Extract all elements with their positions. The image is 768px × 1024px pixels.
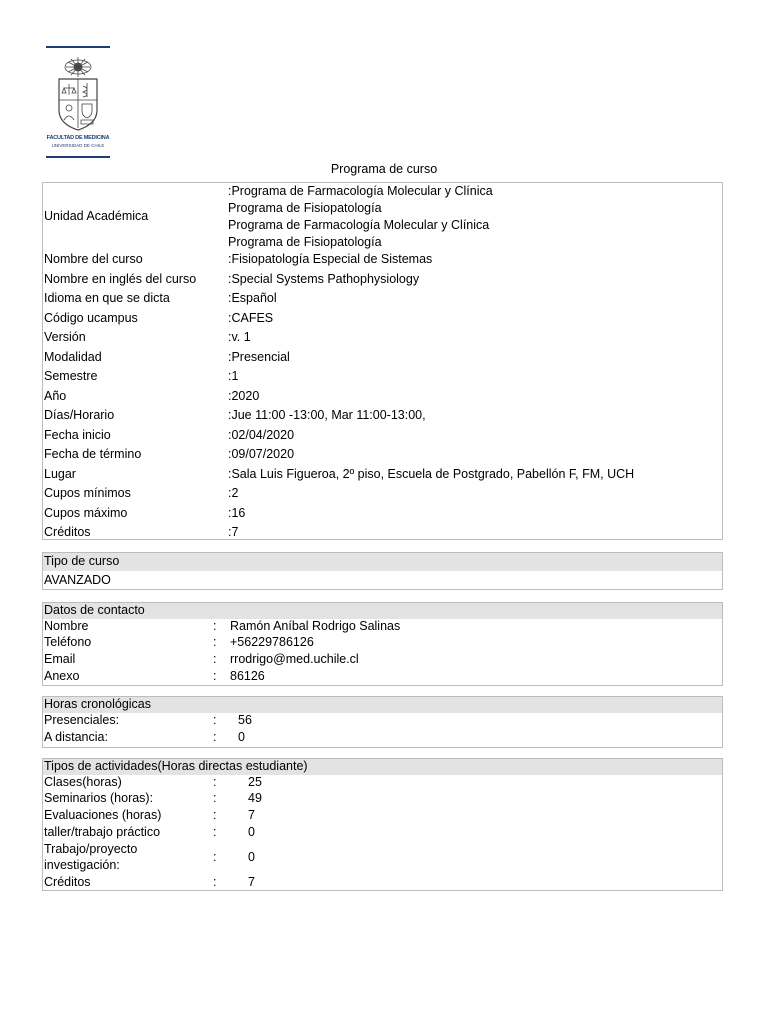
row-value: rrodrigo@med.uchile.cl — [230, 652, 359, 666]
row-value: :1 — [228, 369, 239, 383]
row-value: :Fisiopatología Especial de Sistemas — [228, 252, 433, 266]
row-colon: : — [213, 713, 217, 727]
row-value: +56229786126 — [230, 635, 314, 649]
row-value: :Español — [228, 291, 277, 305]
row-value: 0 — [248, 825, 255, 839]
row-label: Año — [44, 389, 67, 403]
row-colon: : — [213, 850, 217, 864]
row-value: 49 — [248, 791, 262, 805]
row-value: :CAFES — [228, 311, 274, 325]
row-label: Email — [44, 652, 76, 666]
course-info-table — [42, 182, 723, 540]
row-value: 25 — [248, 775, 262, 789]
row-colon: : — [213, 808, 217, 822]
section-header-label: Datos de contacto — [44, 603, 145, 617]
hours-section — [42, 696, 723, 748]
faculty-logo — [44, 44, 112, 160]
row-value: :2020 — [228, 389, 260, 403]
row-colon: : — [213, 791, 217, 805]
row-colon: : — [213, 730, 217, 744]
row-value: :7 — [228, 525, 239, 539]
row-value: :Presencial — [228, 350, 290, 364]
section-header-label: Tipo de curso — [44, 554, 120, 568]
row-colon: : — [213, 652, 217, 666]
row-colon: : — [213, 669, 217, 683]
section-header — [43, 697, 722, 713]
document-title: Programa de curso — [330, 162, 438, 176]
row-value: :Sala Luis Figueroa, 2º piso, Escuela de Postgrado, Pabellón F, FM, UCH — [228, 467, 635, 481]
row-label: Fecha inicio — [44, 428, 111, 442]
row-value: :09/07/2020 — [228, 447, 295, 461]
row-label: Nombre del curso — [44, 252, 143, 266]
row-label: A distancia: — [44, 730, 108, 744]
row-value: :v. 1 — [228, 330, 251, 344]
row-colon: : — [213, 775, 217, 789]
row-label: Semestre — [44, 369, 98, 383]
row-value: Programa de Fisiopatología — [228, 235, 382, 249]
row-value: Programa de Farmacología Molecular y Clínica — [228, 218, 490, 232]
row-value: 7 — [248, 875, 255, 889]
row-label: Nombre en inglés del curso — [44, 272, 197, 286]
row-label: Anexo — [44, 669, 80, 683]
row-colon: : — [213, 635, 217, 649]
row-value: 0 — [238, 730, 245, 744]
row-label: Código ucampus — [44, 311, 138, 325]
row-label: Seminarios (horas): — [44, 791, 154, 805]
section-header — [43, 603, 722, 619]
section-header — [43, 759, 722, 775]
row-label: Fecha de término — [44, 447, 142, 461]
row-label: Lugar — [44, 467, 76, 481]
row-colon: : — [213, 619, 217, 633]
row-value: 56 — [238, 713, 252, 727]
row-label: Créditos — [44, 525, 91, 539]
row-label: Cupos máximo — [44, 506, 128, 520]
row-value: 7 — [248, 808, 255, 822]
row-value: 86126 — [230, 669, 265, 683]
course-info-row-unidad — [43, 183, 722, 251]
row-value: Programa de Fisiopatología — [228, 201, 382, 215]
row-label: Modalidad — [44, 350, 102, 364]
row-colon: : — [213, 875, 217, 889]
row-value: :02/04/2020 — [228, 428, 295, 442]
row-value: 0 — [248, 850, 255, 864]
logo-university-name: UNIVERSIDAD DE CHILE — [51, 143, 105, 148]
section-header-label: Tipos de actividades(Horas directas estudiante) — [44, 759, 308, 773]
row-label: Clases(horas) — [44, 775, 122, 789]
row-value: :2 — [228, 486, 239, 500]
row-label: Nombre — [44, 619, 89, 633]
row-value: :Jue 11:00 -13:00, Mar 11:00-13:00, — [228, 408, 426, 422]
row-label: Trabajo/proyecto — [44, 842, 138, 856]
row-value: :16 — [228, 506, 246, 520]
logo-faculty-name: FACULTAD DE MEDICINA — [46, 135, 110, 141]
row-label: Teléfono — [44, 635, 92, 649]
logo-bottom-rule — [46, 156, 110, 158]
row-label: Versión — [44, 330, 86, 344]
row-label: Presenciales: — [44, 713, 120, 727]
row-colon: : — [213, 825, 217, 839]
row-value: Ramón Aníbal Rodrigo Salinas — [230, 619, 401, 633]
row-label: Idioma en que se dicta — [44, 291, 170, 305]
activities-section — [42, 758, 723, 891]
contact-section — [42, 602, 723, 686]
row-value: :Special Systems Pathophysiology — [228, 272, 420, 286]
row-label: Días/Horario — [44, 408, 115, 422]
row-label-cont: investigación: — [44, 858, 120, 872]
row-label: Evaluaciones (horas) — [44, 808, 162, 822]
row-value: :Programa de Farmacología Molecular y Clínica — [228, 184, 493, 198]
row-label: taller/trabajo práctico — [44, 825, 161, 839]
course-type-section — [42, 552, 723, 590]
section-header — [43, 553, 722, 571]
row-label: Cupos mínimos — [44, 486, 131, 500]
coat-of-arms-icon — [44, 48, 112, 138]
course-type-value: AVANZADO — [44, 573, 111, 587]
section-header-label: Horas cronológicas — [44, 697, 151, 711]
row-label: Créditos — [44, 875, 91, 889]
row-label: Unidad Académica — [44, 209, 149, 223]
